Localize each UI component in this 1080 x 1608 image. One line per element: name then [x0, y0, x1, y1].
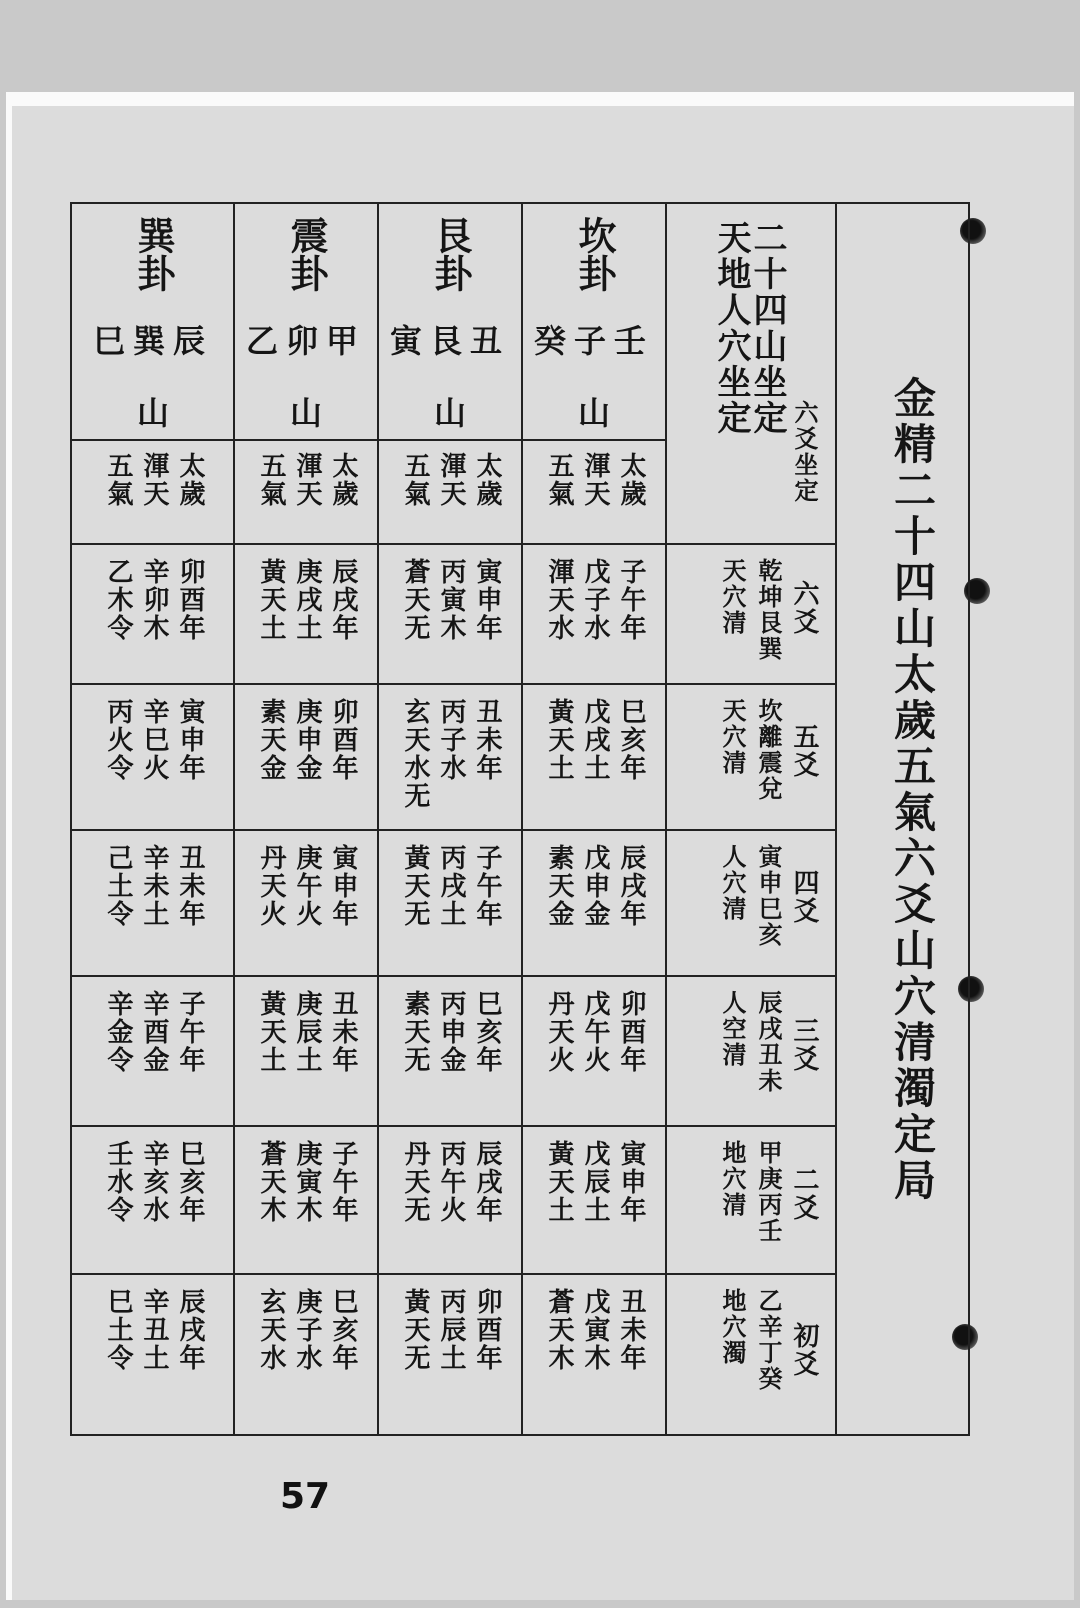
table-cell: 戊辰土 [580, 1140, 610, 1224]
table-cell: 丹天火 [256, 844, 286, 928]
subheader-label: 五氣 [400, 452, 430, 508]
page-number: 57 [280, 1476, 331, 1517]
yao-xue: 天穴清 [718, 558, 747, 636]
table-cell: 子午年 [175, 990, 205, 1074]
table-cell: 巳亥年 [175, 1140, 205, 1224]
column-divider [233, 204, 235, 1434]
table-cell: 辰戌年 [328, 558, 358, 642]
subheader-label: 太歲 [328, 452, 358, 508]
table-cell: 巳亥年 [328, 1288, 358, 1372]
table-cell: 黃天无 [400, 844, 430, 928]
table-cell: 辰戌年 [472, 1140, 502, 1224]
table-cell: 黃天土 [256, 990, 286, 1074]
table-cell: 巳土令 [103, 1288, 133, 1372]
yao-label: 四爻 [789, 869, 819, 925]
table-cell: 辛金令 [103, 990, 133, 1074]
table-cell: 辛亥水 [139, 1140, 169, 1224]
table-cell: 庚子水 [292, 1288, 322, 1372]
table-cell: 辛未土 [139, 844, 169, 928]
subheader-label: 太歲 [472, 452, 502, 508]
table-cell: 庚戌土 [292, 558, 322, 642]
table-cell: 寅申年 [175, 698, 205, 782]
gua-name: 艮卦 [428, 216, 473, 292]
row-divider [72, 1273, 836, 1275]
column-divider [521, 204, 523, 1434]
row-divider [72, 975, 836, 977]
table-cell: 素天金 [256, 698, 286, 782]
subheader-label: 渾天 [139, 452, 169, 508]
table-cell: 丑未年 [472, 698, 502, 782]
table-cell: 丙申金 [436, 990, 466, 1074]
yao-xue: 地穴濁 [718, 1288, 747, 1366]
row-divider [72, 829, 836, 831]
yao-trigrams: 辰戌丑未 [754, 990, 783, 1094]
table-cell: 黃天土 [544, 1140, 574, 1224]
gua-shan-label: 山 [290, 394, 323, 432]
table-cell: 素天金 [544, 844, 574, 928]
yao-xue: 人穴清 [718, 844, 747, 922]
table-cell: 素天无 [400, 990, 430, 1074]
table-cell: 戊子水 [580, 558, 610, 642]
table-cell: 蒼天无 [400, 558, 430, 642]
gua-mountains: 壬子癸 [533, 322, 654, 360]
row-divider [72, 543, 836, 545]
row-divider [72, 683, 836, 685]
table-cell: 戊戌土 [580, 698, 610, 782]
table-cell: 戊午火 [580, 990, 610, 1074]
book-page [12, 106, 1074, 1600]
yao-label: 五爻 [789, 723, 819, 779]
row-divider [72, 439, 666, 441]
subheader-label: 渾天 [436, 452, 466, 508]
table-cell: 丙午火 [436, 1140, 466, 1224]
gua-mountains: 辰巽巳 [92, 322, 213, 360]
page-title: 金精二十四山太歲五氣六爻山穴清濁定局 [888, 376, 937, 1204]
subheader-label: 太歲 [616, 452, 646, 508]
table-cell: 庚申金 [292, 698, 322, 782]
table-cell: 卯酉年 [472, 1288, 502, 1372]
table-cell: 黃天无 [400, 1288, 430, 1372]
gua-mountains: 甲卯乙 [245, 322, 366, 360]
table-cell: 丑未年 [328, 990, 358, 1074]
table-cell: 丙子水 [436, 698, 466, 782]
table-cell: 玄天水 [256, 1288, 286, 1372]
gua-name: 巽卦 [131, 216, 176, 292]
table-cell: 寅申年 [472, 558, 502, 642]
table-cell: 乙木令 [103, 558, 133, 642]
table-cell: 庚寅木 [292, 1140, 322, 1224]
table-cell: 子午年 [472, 844, 502, 928]
yao-label: 二爻 [789, 1166, 819, 1222]
gua-shan-label: 山 [578, 394, 611, 432]
table-cell: 丙辰土 [436, 1288, 466, 1372]
yao-xue: 人空清 [718, 990, 747, 1068]
table-cell: 丑未年 [175, 844, 205, 928]
table-cell: 辛丑土 [139, 1288, 169, 1372]
table-cell: 辛卯木 [139, 558, 169, 642]
table-cell: 玄天水无 [400, 698, 430, 810]
table-cell: 卯酉年 [175, 558, 205, 642]
gua-name: 坎卦 [572, 216, 617, 292]
table-cell: 黃天土 [256, 558, 286, 642]
table-cell: 丙戌土 [436, 844, 466, 928]
yao-label: 初爻 [789, 1322, 819, 1378]
yao-trigrams: 乙辛丁癸 [754, 1288, 783, 1392]
yao-trigrams: 寅申巳亥 [754, 844, 783, 948]
yao-label: 三爻 [789, 1017, 819, 1073]
data-table [70, 202, 970, 1436]
gua-mountains: 丑艮寅 [389, 322, 510, 360]
table-cell: 卯酉年 [328, 698, 358, 782]
table-cell: 巳亥年 [616, 698, 646, 782]
gua-shan-label: 山 [137, 394, 170, 432]
yao-trigrams: 乾坤艮巽 [754, 558, 783, 662]
header-line1: 二十四山坐定 [747, 220, 787, 436]
table-cell: 辰戌年 [175, 1288, 205, 1372]
yao-trigrams: 甲庚丙壬 [754, 1140, 783, 1244]
table-cell: 辛酉金 [139, 990, 169, 1074]
table-cell: 子午年 [328, 1140, 358, 1224]
yao-xue: 地穴清 [718, 1140, 747, 1218]
header-sub: 六爻坐定 [790, 400, 819, 504]
table-cell: 蒼天木 [256, 1140, 286, 1224]
table-cell: 己土令 [103, 844, 133, 928]
table-cell: 戊申金 [580, 844, 610, 928]
table-cell: 寅申年 [616, 1140, 646, 1224]
header-line2: 天地人穴坐定 [711, 220, 751, 436]
table-cell: 丑未年 [616, 1288, 646, 1372]
table-cell: 辰戌年 [616, 844, 646, 928]
subheader-label: 五氣 [544, 452, 574, 508]
subheader-label: 渾天 [292, 452, 322, 508]
column-divider [665, 204, 667, 1434]
yao-trigrams: 坎離震兌 [754, 698, 783, 802]
gua-name: 震卦 [284, 216, 329, 292]
table-cell: 壬水令 [103, 1140, 133, 1224]
yao-label: 六爻 [789, 580, 819, 636]
column-divider [835, 204, 837, 1434]
table-cell: 戊寅木 [580, 1288, 610, 1372]
table-cell: 丹天火 [544, 990, 574, 1074]
table-cell: 庚辰土 [292, 990, 322, 1074]
table-cell: 丙寅木 [436, 558, 466, 642]
table-cell: 丙火令 [103, 698, 133, 782]
table-cell: 寅申年 [328, 844, 358, 928]
gua-shan-label: 山 [434, 394, 467, 432]
table-cell: 丹天无 [400, 1140, 430, 1224]
subheader-label: 渾天 [580, 452, 610, 508]
table-cell: 蒼天木 [544, 1288, 574, 1372]
table-cell: 子午年 [616, 558, 646, 642]
yao-xue: 天穴清 [718, 698, 747, 776]
table-cell: 巳亥年 [472, 990, 502, 1074]
subheader-label: 五氣 [103, 452, 133, 508]
subheader-label: 五氣 [256, 452, 286, 508]
table-cell: 卯酉年 [616, 990, 646, 1074]
table-cell: 辛巳火 [139, 698, 169, 782]
table-cell: 渾天水 [544, 558, 574, 642]
table-cell: 黃天土 [544, 698, 574, 782]
subheader-label: 太歲 [175, 452, 205, 508]
row-divider [72, 1125, 836, 1127]
table-cell: 庚午火 [292, 844, 322, 928]
column-divider [377, 204, 379, 1434]
